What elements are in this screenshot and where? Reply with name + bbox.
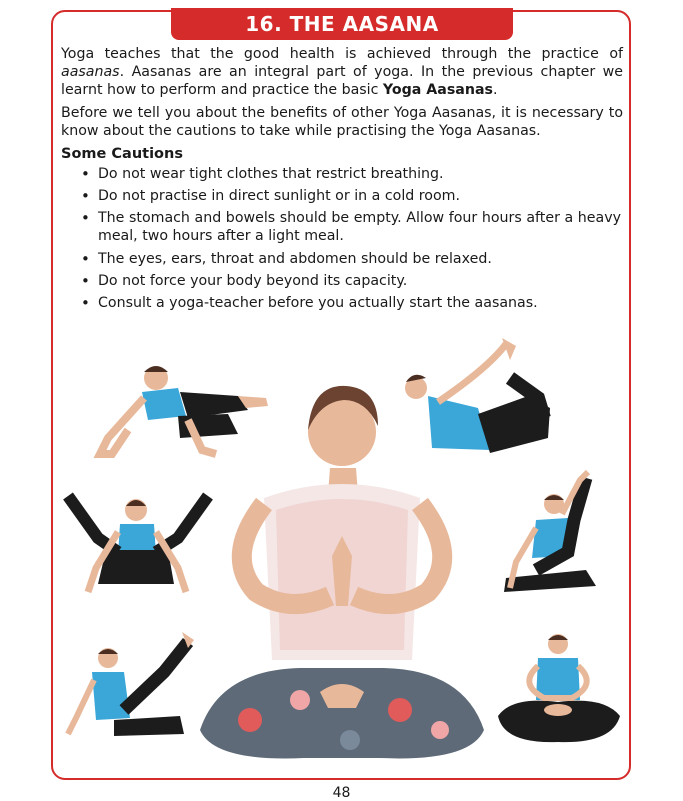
yoga-pose-side-stretch-illustration (496, 470, 606, 600)
yoga-pose-butterfly-illustration (492, 628, 627, 748)
list-item: • The eyes, ears, throat and abdomen should be relaxed. (98, 250, 623, 268)
list-item: • The stomach and bowels should be empty. Allow four hours after a heavy meal, two hours after a light meal. (98, 209, 623, 245)
list-item: • Consult a yoga-teacher before you actually start the aasanas. (98, 294, 623, 312)
aasanas-italic: aasanas (61, 64, 120, 80)
yoga-pose-lotus-center-illustration (180, 370, 500, 765)
intro-paragraph: Yoga teaches that the good health is achieved through the practice of aasanas. Aasanas are an integral part of yoga. In the previous chapter we learnt how to perform and practice the basic Yoga Aasanas. (61, 46, 623, 98)
caution-intro-paragraph: Before we tell you about the benefits of other Yoga Aasanas, it is necessary to know about the cautions to take while practising the Yoga Aasanas. (61, 105, 623, 139)
list-item: • Do not practise in direct sunlight or in a cold room. (98, 187, 623, 205)
yoga-aasanas-bold: Yoga Aasanas (382, 82, 493, 98)
chapter-title: 16. THE AASANA (171, 8, 513, 40)
list-item: • Do not force your body beyond its capacity. (98, 272, 623, 290)
yoga-pose-leg-raise-illustration (64, 632, 199, 742)
cautions-heading: Some Cautions (61, 146, 183, 162)
text-content (61, 45, 623, 316)
page-number: 48 (332, 785, 351, 801)
list-item: • Do not wear tight clothes that restrict breathing. (98, 165, 623, 183)
cautions-list (61, 165, 623, 312)
